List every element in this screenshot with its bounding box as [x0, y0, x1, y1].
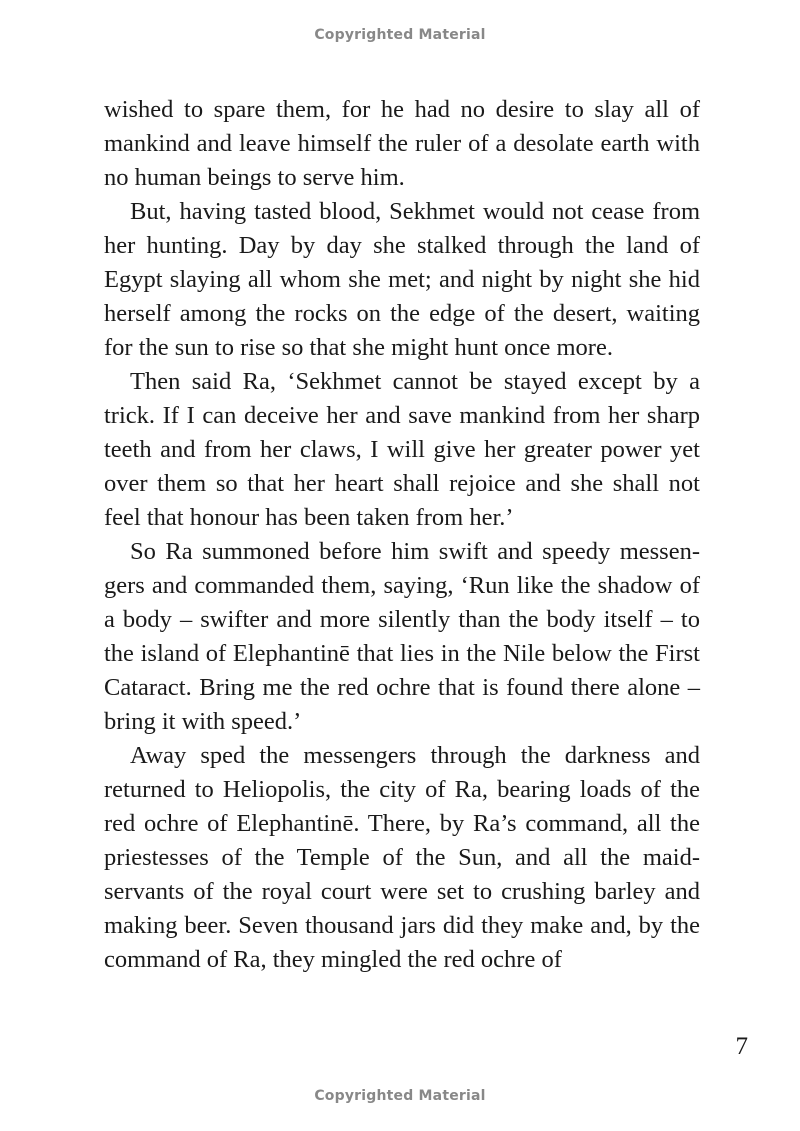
paragraph-4: So Ra summoned before him swift and speedy messengers and commanded them, saying, ‘Run like the shadow of a body – swifter and more silently than the body itself – to the island of Elephantinē that lies in the Nile below the First Cataract. Bring me the red ochre that is found there alone – bring it with speed.’ — [104, 538, 700, 735]
copyright-watermark-bottom: Copyrighted Material — [314, 1088, 486, 1104]
paragraph-2: But, having tasted blood, Sekhmet would not cease from her hunting. Day by day she stalked through the land of Egypt slaying all whom she met; and night by night she hid herself among the rocks on the edge of the desert, waiting for the sun to rise so that she might hunt once more. — [104, 198, 700, 361]
paragraph-5: Away sped the messengers through the darkness and returned to Heliopolis, the city of Ra, bearing loads of the red ochre of Elephantinē. There, by Ra’s command, all the priestesses of the Temple of the Sun, and all the maidservants of the royal court were set to crushing barley and making beer. Seven thousand jars did they make and, by the command of Ra, they mingled the red ochre of — [104, 742, 700, 973]
paragraph-3: Then said Ra, ‘Sekhmet cannot be stayed except by a trick. If I can deceive her and save mankind from her sharp teeth and from her claws, I will give her greater power yet over them so that her heart shall rejoice and she shall not feel that honour has been taken from her.’ — [104, 368, 700, 531]
paragraph-1: wished to spare them, for he had no desire to slay all of mankind and leave himself the ruler of a desolate earth with no human beings to serve him. — [104, 96, 700, 191]
copyright-watermark-top: Copyrighted Material — [314, 27, 486, 43]
page-body — [104, 93, 700, 977]
page-number: 7 — [735, 1033, 748, 1060]
